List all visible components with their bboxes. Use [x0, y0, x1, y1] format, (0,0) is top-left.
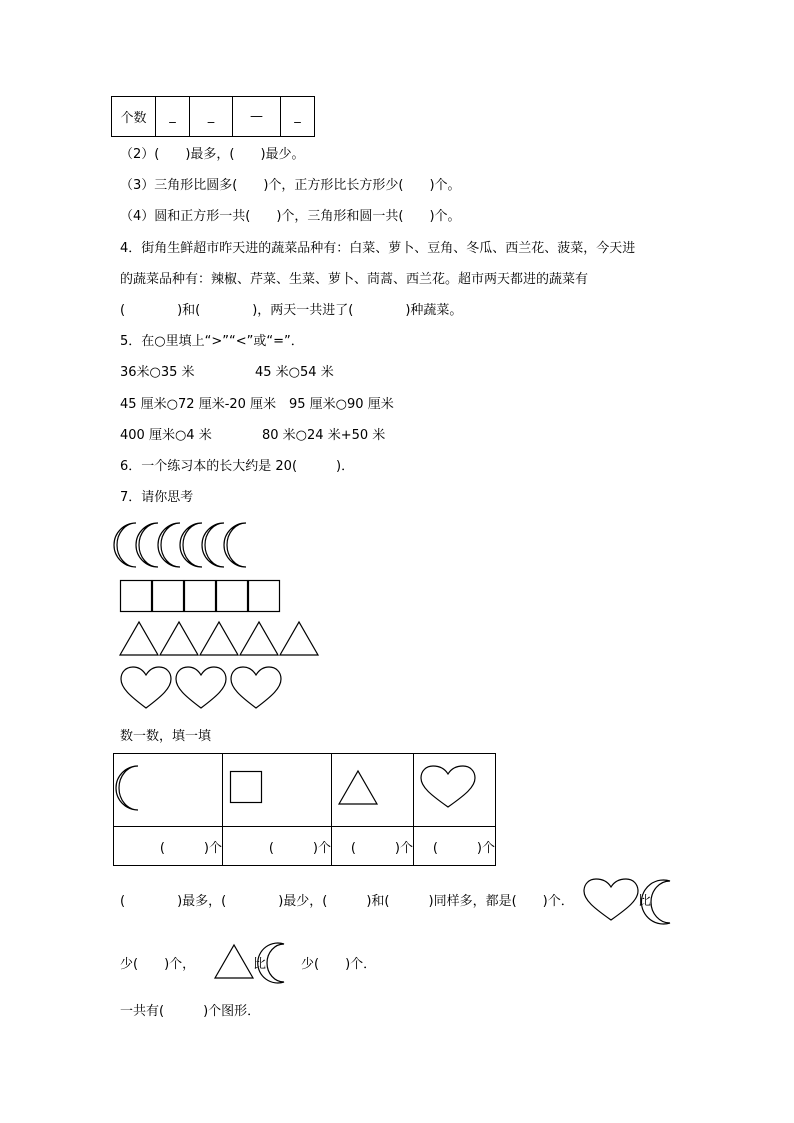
heart-icon	[121, 667, 171, 708]
question-6: 6．一个练习本的长大约是 20( )．	[120, 459, 355, 474]
square-icon	[230, 771, 264, 805]
question-4-line1: 4．街角生鲜超市昨天进的蔬菜品种有：白菜、萝卜、豆角、冬瓜、西兰花、菠菜，今天进	[120, 241, 636, 256]
moon-icon	[158, 523, 180, 567]
triangle-icon	[120, 622, 158, 655]
moon-cell	[114, 754, 223, 827]
moon-icon	[268, 942, 296, 984]
triangle-icon	[338, 770, 378, 806]
q5-row2-left: 45 厘米○72 厘米-20 厘米	[120, 397, 277, 412]
moon-icon	[202, 523, 224, 567]
count-cell: _	[156, 97, 190, 137]
square-row	[120, 580, 282, 614]
count-fill-table	[113, 753, 496, 866]
heart-row	[120, 666, 284, 712]
square-icon	[185, 581, 216, 612]
compare-word: 比	[638, 894, 652, 909]
triangle-icon	[240, 622, 278, 655]
q5-row1-left: 36米○35 米	[120, 365, 195, 380]
heart-cell	[414, 754, 496, 827]
question-4-line3: ( )和( )，两天一共进了( )种蔬菜。	[120, 303, 463, 318]
heart-icon	[231, 667, 281, 708]
moon-icon	[120, 764, 150, 812]
answer-line-1: ( )最多，( )最少，( )和( )同样多，都是( )个．	[120, 894, 574, 909]
heart-icon	[420, 765, 476, 811]
triangle-cell	[332, 754, 414, 827]
heart-icon	[176, 667, 226, 708]
heart-count: ( )个	[414, 827, 496, 866]
question-5: 5．在○里填上“>”“<”或“=”．	[120, 334, 304, 349]
moon-icon	[136, 523, 158, 567]
triangle-icon	[214, 944, 254, 980]
count-cell: —	[233, 97, 281, 137]
count-cell: _	[281, 97, 315, 137]
moon-count: ( )个	[114, 827, 223, 866]
question-3-2: （2）( )最多，( )最少。	[120, 147, 305, 162]
count-fill-title: 数一数，填一填	[120, 729, 212, 744]
question-7: 7．请你思考	[120, 490, 194, 505]
count-table-top	[111, 96, 315, 137]
triangle-icon	[160, 622, 198, 655]
square-count: ( )个	[223, 827, 332, 866]
heart-icon	[583, 878, 639, 924]
q5-row3-right: 80 米○24 米+50 米	[262, 428, 386, 443]
question-3-3: （3）三角形比圆多( )个，正方形比长方形少( )个。	[120, 178, 461, 193]
moon-icon	[224, 523, 246, 567]
q5-row1-right: 45 米○54 米	[255, 365, 334, 380]
square-icon	[217, 581, 248, 612]
answer-line-2: 少( )个，	[120, 957, 196, 972]
question-3-4: （4）圆和正方形一共( )个，三角形和圆一共( )个。	[120, 209, 461, 224]
question-4-line2: 的蔬菜品种有：辣椒、芹菜、生菜、萝卜、茼蒿、西兰花。超市两天都进的蔬菜有	[120, 272, 589, 287]
triangle-count: ( )个	[332, 827, 414, 866]
moon-icon	[180, 523, 202, 567]
triangle-icon	[280, 622, 318, 655]
compare-word: 比	[253, 957, 267, 972]
moon-row	[118, 521, 258, 569]
moon-icon	[652, 879, 682, 925]
q5-row2-right: 95 厘米○90 厘米	[289, 397, 394, 412]
moon-icon	[114, 523, 136, 567]
triangle-row	[120, 621, 320, 657]
q5-row3-left: 400 厘米○4 米	[120, 428, 212, 443]
square-icon	[153, 581, 184, 612]
triangle-icon	[200, 622, 238, 655]
answer-line-3: 一共有( )个图形．	[120, 1004, 261, 1019]
count-cell: _	[190, 97, 233, 137]
square-cell	[223, 754, 332, 827]
square-icon	[121, 581, 152, 612]
answer-line-2-end: 少( )个．	[301, 957, 377, 972]
count-row-label: 个数	[112, 97, 156, 137]
square-icon	[249, 581, 280, 612]
